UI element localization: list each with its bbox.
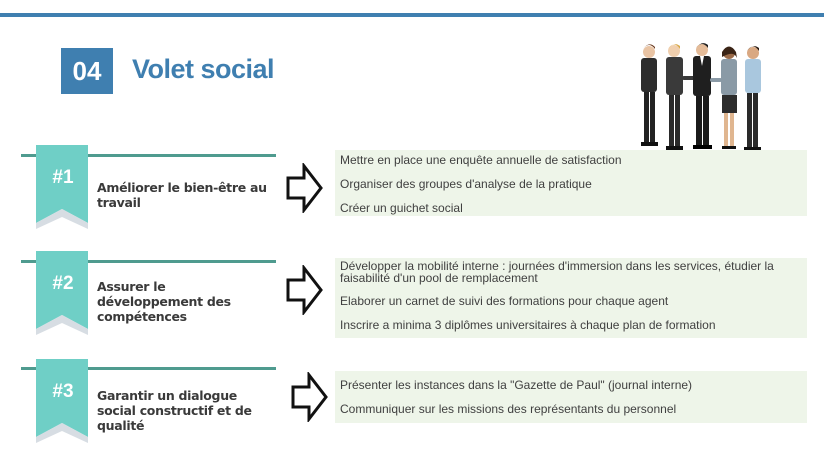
- person-figure: [710, 47, 737, 150]
- action-item: Mettre en place une enquête annuelle de satisfaction: [340, 153, 622, 167]
- action-item: Organiser des groupes d'analyse de la pratique: [340, 177, 592, 191]
- badge-label: #2: [52, 273, 74, 294]
- actions-panel: [335, 371, 807, 423]
- action-item: Communiquer sur les missions des représentants du personnel: [340, 402, 677, 416]
- action-item: Présenter les instances dans la "Gazette de Paul" (journal interne): [340, 378, 693, 392]
- section-number: 04: [72, 55, 102, 86]
- action-item: Développer la mobilité interne : journées d'immersion dans les services, étudier la faisabilité d'un pool de remplacement: [340, 259, 774, 285]
- badge-label: #3: [52, 381, 74, 402]
- person-figure: [693, 43, 712, 149]
- person-figure: [744, 46, 761, 151]
- badge-ribbon: [36, 145, 92, 230]
- arrow-right-icon: [290, 372, 330, 422]
- page-title: Volet social: [132, 54, 275, 84]
- action-item: Inscrire a minima 3 diplômes universitaires à chaque plan de formation: [340, 318, 716, 332]
- arrow-right-icon: [285, 163, 325, 213]
- objective-title: Améliorer le bien-être au travail: [97, 180, 267, 210]
- actions-panel: [335, 150, 807, 216]
- objective-title: Assurer le développement des compétences: [97, 279, 231, 324]
- objective-title: Garantir un dialogue social constructif et de qualité: [97, 388, 252, 433]
- badge-ribbon: [36, 251, 92, 336]
- actions-panel: [335, 258, 807, 338]
- arrow-right-icon: [285, 265, 325, 315]
- top-divider: [0, 13, 824, 17]
- badge-label: #1: [52, 167, 74, 188]
- badge-ribbon: [36, 359, 92, 444]
- business-team-illustration: [630, 40, 770, 155]
- action-item: Créer un guichet social: [340, 201, 463, 215]
- person-figure: [641, 44, 658, 146]
- person-figure: [666, 44, 696, 150]
- action-item: Elaborer un carnet de suivi des formations pour chaque agent: [340, 294, 669, 308]
- section-number-badge: [61, 48, 113, 94]
